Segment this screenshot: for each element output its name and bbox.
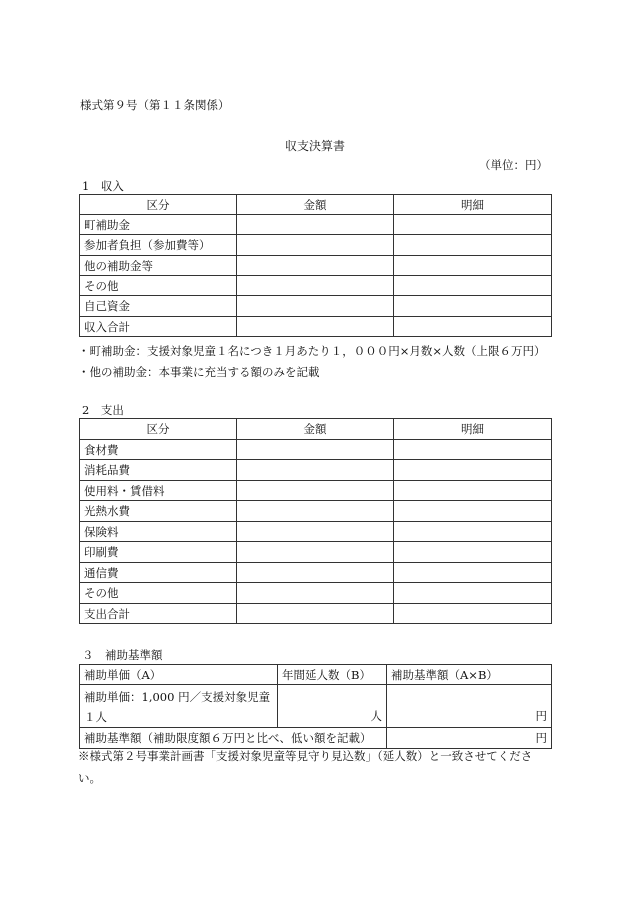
row-label: 他の補助金等 (80, 256, 237, 276)
header-annual-persons: 年間延人数（B） (278, 665, 387, 685)
total-amount-cell[interactable] (237, 604, 394, 624)
row-label: その他 (80, 583, 237, 604)
income-table (79, 194, 552, 337)
header-details: 明細 (394, 195, 552, 215)
details-cell[interactable] (394, 296, 552, 317)
expense-total-row (80, 604, 552, 624)
subsidy-note: ※様式第２号事業計画書「支援対象児童等見守り見込数」（延人数）と一致させてくださ (78, 749, 533, 763)
header-amount: 金額 (237, 195, 394, 215)
header-amount: 金額 (237, 419, 394, 440)
row-label: 食材費 (80, 440, 237, 460)
income-note-1: ・町補助金：支援対象児童１名につき１月あたり１，０００円×月数×人数（上限６万円） (78, 344, 546, 358)
total-details-cell[interactable] (394, 317, 552, 337)
unit-price-cell (80, 685, 278, 728)
total-label: 収入合計 (80, 317, 237, 337)
row-label: 印刷費 (80, 542, 237, 563)
subsidy-heading: ３ 補助基準額 (82, 648, 163, 662)
amount-cell[interactable] (237, 256, 394, 276)
details-cell[interactable] (394, 481, 552, 501)
details-cell[interactable] (394, 583, 552, 604)
details-cell[interactable] (394, 256, 552, 276)
amount-cell[interactable] (237, 235, 394, 256)
expense-table (79, 418, 552, 624)
details-cell[interactable] (394, 501, 552, 522)
amount-cell[interactable] (237, 542, 394, 563)
details-cell[interactable] (394, 276, 552, 296)
row-label: 光熱水費 (80, 501, 237, 522)
table-row (80, 296, 552, 317)
income-header-row (80, 195, 552, 215)
subsidy-note-continued: い。 (78, 771, 101, 785)
details-cell[interactable] (394, 235, 552, 256)
income-heading: 1 収入 (82, 179, 124, 193)
amount-cell[interactable] (237, 522, 394, 542)
table-row (80, 583, 552, 604)
expense-header-row (80, 419, 552, 440)
details-cell[interactable] (394, 440, 552, 460)
document-title: 収支決算書 (284, 139, 345, 153)
table-row (80, 256, 552, 276)
subsidy-value-row (80, 685, 552, 728)
header-base-amount: 補助基準額（A×B） (387, 665, 552, 685)
table-row (80, 481, 552, 501)
table-row (80, 460, 552, 481)
amount-cell[interactable] (237, 583, 394, 604)
row-label: 消耗品費 (80, 460, 237, 481)
header-category: 区分 (80, 195, 237, 215)
row-label: 通信費 (80, 563, 237, 583)
details-cell[interactable] (394, 563, 552, 583)
subsidy-table (79, 664, 552, 749)
row-label: 使用料・賃借料 (80, 481, 237, 501)
form-number: 様式第９号（第１１条関係） (80, 98, 230, 112)
base-amount-final-cell[interactable] (387, 728, 552, 749)
table-row (80, 235, 552, 256)
table-row (80, 440, 552, 460)
unit-price-text-2: １人 (84, 710, 107, 724)
details-cell[interactable] (394, 215, 552, 235)
header-category: 区分 (80, 419, 237, 440)
table-row (80, 522, 552, 542)
unit-label: （単位：円） (479, 158, 548, 172)
unit-price-text: 補助単価：1,000 円／支援対象児童 (84, 690, 271, 704)
table-row (80, 563, 552, 583)
header-unit-price: 補助単価（A） (80, 665, 278, 685)
row-label: 自己資金 (80, 296, 237, 317)
base-amount-label: 補助基準額（補助限度額６万円と比べ、低い額を記載） (80, 728, 387, 749)
total-label: 支出合計 (80, 604, 237, 624)
amount-cell[interactable] (237, 440, 394, 460)
persons-unit: 人 (370, 709, 382, 723)
amount-cell[interactable] (237, 481, 394, 501)
table-row (80, 215, 552, 235)
details-cell[interactable] (394, 522, 552, 542)
yen-unit: 円 (535, 709, 547, 723)
table-row (80, 276, 552, 296)
amount-cell[interactable] (237, 215, 394, 235)
total-details-cell[interactable] (394, 604, 552, 624)
subsidy-header-row (80, 665, 552, 685)
base-amount-cell[interactable] (387, 685, 552, 728)
annual-persons-cell[interactable] (278, 685, 387, 728)
base-amount-unit: 円 (535, 731, 547, 745)
details-cell[interactable] (394, 460, 552, 481)
expense-heading: 2 支出 (82, 403, 124, 417)
income-note-2: ・他の補助金：本事業に充当する額のみを記載 (78, 365, 320, 379)
row-label: 町補助金 (80, 215, 237, 235)
row-label: 参加者負担（参加費等） (80, 235, 237, 256)
total-amount-cell[interactable] (237, 317, 394, 337)
row-label: その他 (80, 276, 237, 296)
amount-cell[interactable] (237, 296, 394, 317)
table-row (80, 501, 552, 522)
row-label: 保険料 (80, 522, 237, 542)
income-total-row (80, 317, 552, 337)
amount-cell[interactable] (237, 501, 394, 522)
details-cell[interactable] (394, 542, 552, 563)
amount-cell[interactable] (237, 563, 394, 583)
subsidy-base-row (80, 728, 552, 749)
table-row (80, 542, 552, 563)
amount-cell[interactable] (237, 460, 394, 481)
header-details: 明細 (394, 419, 552, 440)
amount-cell[interactable] (237, 276, 394, 296)
